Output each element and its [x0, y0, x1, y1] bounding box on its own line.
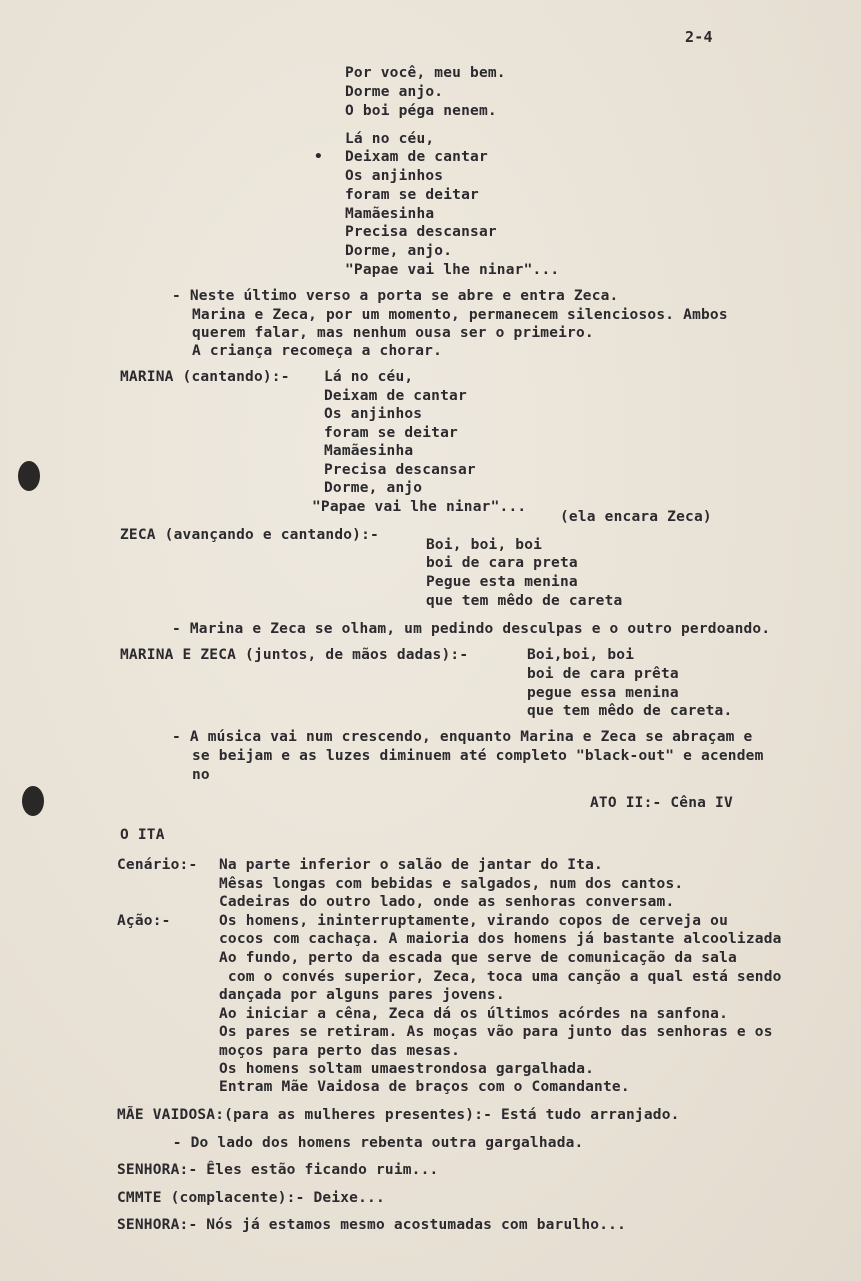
- acao-line: moços para perto das mesas.: [219, 1043, 461, 1059]
- punch-hole-top: [18, 461, 40, 491]
- song-line: "Papae vai lhe ninar"...: [312, 499, 527, 515]
- song-line: Pegue esta menina: [426, 574, 578, 590]
- character-cue-marina: MARINA (cantando):-: [120, 369, 290, 385]
- song-line: que tem mêdo de careta: [426, 593, 623, 609]
- acao-line: Os homens, ininterruptamente, virando copos de cerveja ou: [219, 913, 728, 929]
- song-line: Dorme, anjo: [324, 480, 423, 496]
- character-cue-zeca: ZECA (avançando e cantando):-: [120, 527, 379, 543]
- song-line: Lá no céu,: [324, 369, 414, 385]
- song-line: Precisa descansar: [345, 224, 497, 240]
- stage-direction: se beijam e as luzes diminuem até completo "black-out" e acendem: [192, 748, 764, 764]
- acao-line: dançada por alguns pares jovens.: [219, 987, 505, 1003]
- song-line: foram se deitar: [324, 425, 458, 441]
- song-line: O boi péga nenem.: [345, 103, 497, 119]
- punch-hole-bottom: [22, 786, 44, 816]
- cenario-label: Cenário:-: [117, 857, 198, 873]
- stage-direction: A criança recomeça a chorar.: [192, 343, 443, 359]
- aside: (ela encara Zeca): [560, 509, 712, 525]
- song-line: Boi,boi, boi: [527, 647, 635, 663]
- song-line: pegue essa menina: [527, 685, 679, 701]
- song-line: Mamãesinha: [345, 206, 435, 222]
- act-scene-heading: ATO II:- Cêna IV: [590, 795, 733, 811]
- cenario-line: Cadeiras do outro lado, onde as senhoras conversam.: [219, 894, 675, 910]
- acao-line: Os pares se retiram. As moças vão para junto das senhoras e os: [219, 1024, 773, 1040]
- song-line: "Papae vai lhe ninar"...: [345, 262, 560, 278]
- stage-direction: - Neste último verso a porta se abre e entra Zeca.: [172, 288, 619, 304]
- acao-label: Ação:-: [117, 913, 171, 929]
- song-line: boi de cara preta: [426, 555, 578, 571]
- stage-direction: - Marina e Zeca se olham, um pedindo desculpas e o outro perdoando.: [172, 621, 771, 637]
- acao-line: com o convés superior, Zeca, toca uma canção a qual está sendo: [219, 969, 782, 985]
- song-line: Mamãesinha: [324, 443, 414, 459]
- song-line: Dorme, anjo.: [345, 243, 453, 259]
- dialogue-line: CMMTE (complacente):- Deixe...: [117, 1190, 385, 1206]
- acao-line: Ao iniciar a cêna, Zeca dá os últimos acórdes na sanfona.: [219, 1006, 728, 1022]
- cenario-line: Mêsas longas com bebidas e salgados, num dos cantos.: [219, 876, 684, 892]
- page-number: 2-4: [685, 28, 713, 46]
- song-line: boi de cara prêta: [527, 666, 679, 682]
- song-line: Deixam de cantar: [324, 388, 467, 404]
- stage-direction: querem falar, mas nenhum ousa ser o primeiro.: [192, 325, 594, 341]
- song-line: foram se deitar: [345, 187, 479, 203]
- acao-line: cocos com cachaça. A maioria dos homens já bastante alcoolizada: [219, 931, 782, 947]
- dialogue-line: SENHORA:- Nós já estamos mesmo acostumadas com barulho...: [117, 1217, 626, 1233]
- song-line: Dorme anjo.: [345, 84, 444, 100]
- song-line: que tem mêdo de careta.: [527, 703, 733, 719]
- acao-line: Entram Mãe Vaidosa de braços com o Comandante.: [219, 1079, 630, 1095]
- song-line: Os anjinhos: [324, 406, 423, 422]
- song-line: Por você, meu bem.: [345, 65, 506, 81]
- character-cue-duet: MARINA E ZECA (juntos, de mãos dadas):-: [120, 647, 469, 663]
- acao-line: Os homens soltam umaestrondosa gargalhada.: [219, 1061, 595, 1077]
- song-line: Precisa descansar: [324, 462, 476, 478]
- cenario-line: Na parte inferior o salão de jantar do Ita.: [219, 857, 603, 873]
- scene-title: O ITA: [120, 827, 165, 843]
- stage-direction: - A música vai num crescendo, enquanto Marina e Zeca se abraçam e: [172, 729, 753, 745]
- acao-line: Ao fundo, perto da escada que serve de comunicação da sala: [219, 950, 737, 966]
- stage-direction: Marina e Zeca, por um momento, permanecem silenciosos. Ambos: [192, 307, 728, 323]
- dialogue-line: MÃE VAIDOSA:(para as mulheres presentes):- Está tudo arranjado.: [117, 1107, 680, 1123]
- song-line: Boi, boi, boi: [426, 537, 543, 553]
- stage-direction: no: [192, 767, 210, 783]
- dialogue-line: SENHORA:- Êles estão ficando ruim...: [117, 1162, 439, 1178]
- song-line: Os anjinhos: [345, 168, 444, 184]
- song-line: Deixam de cantar: [345, 149, 488, 165]
- dialogue-line: - Do lado dos homens rebenta outra gargalhada.: [137, 1135, 584, 1151]
- song-line: Lá no céu,: [345, 131, 435, 147]
- bullet-mark: •: [314, 149, 323, 165]
